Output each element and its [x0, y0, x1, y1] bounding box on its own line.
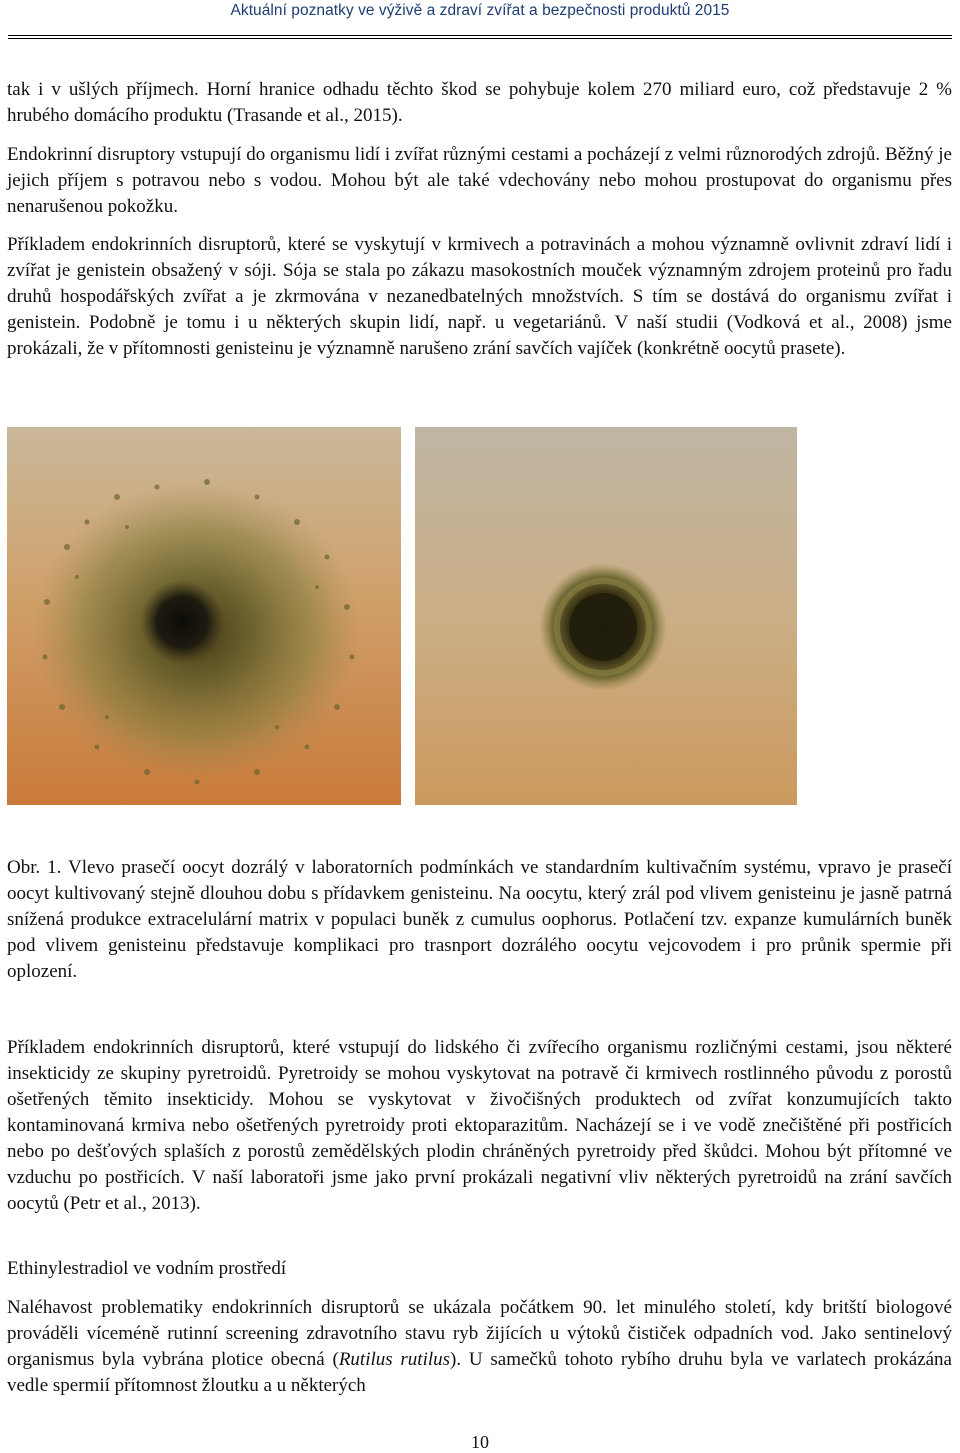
oocyte-control-photo: [7, 427, 401, 805]
paragraph-5: [7, 1295, 952, 1399]
figure-caption: Obr. 1. Vlevo prasečí oocyt dozrálý v laboratorních podmínkách ve standardním kultivačním systému, vpravo je prasečí oocyt kultivovaný stejně dlouhou dobu s přídavkem genisteinu. Na oocytu, který zrál pod vlivem genisteinu je jasně patrná snížená produkce extracelulární matrix v populaci buněk z cumulus oophorus. Potlačení tzv. expanze kumulárních buněk pod vlivem genisteinu představuje komplikaci pro trasnport dozrálého oocytu vejcovodem i pro průnik spermie při oplození.: [7, 857, 952, 982]
paragraph-4: Příkladem endokrinních disruptorů, které vstupují do lidského či zvířecího organismu rozličnými cestami, jsou některé insekticidy ze skupiny pyretroidů. Pyretroidy se mohou vyskytovat na potravě či krmivech rostlinného původu z porostů ošetřených těmito insekticidy. Mohou se vyskytovat v živočišných produktech od zvířat konzumujících takto kontaminovaná krmiva nebo ošetřených pyretroidy proti ektoparazitům. Nacházejí se i ve vodě znečištěné při postřicích nebo po dešťových splaších z porostů zemědělských plodin chráněných pyretroidy před škůdci. Mohou být přítomné ve vzduchu po postřicích. V naší laboratoři jsme jako první prokázali negativní vliv některých pyretroidů na zrání savčích oocytů (Petr et al., 2013).: [7, 1037, 952, 1214]
paragraph-5-text-a: Naléhavost problematiky endokrinních disruptorů se ukázala počátkem 90. let minulého století, kdy britští biologové prováděli víceméně rutinní screening zdravotního stavu ryb žijících u výtoků čističek odpadních vod. Jako sentinelový organismus byla vybrána plotice obecná (: [7, 1297, 952, 1370]
paragraph-2: Endokrinní disruptory vstupují do organismu lidí i zvířat různými cestami a pocházejí z velmi různorodých zdrojů. Běžný je jejich příjem s potravou nebo s vodou. Mohou být ale také vdechovány nebo mohou prostupovat do organismu přes nenarušenou pokožku.: [7, 144, 952, 217]
oocyte-genistein-photo: [415, 427, 797, 805]
species-name: Rutilus rutilus: [338, 1349, 451, 1370]
header-rule: [8, 35, 952, 39]
paragraph-1: tak i v ušlých příjmech. Horní hranice odhadu těchto škod se pohybuje kolem 270 miliard euro, což představuje 2 % hrubého domácího produktu (Trasande et al., 2015).: [7, 79, 952, 126]
paragraph-5-text-b: ). U samečků tohoto rybího druhu byla ve varlatech prokázána vedle spermií přítomnost žloutku a u některých: [7, 1349, 952, 1396]
running-header: Aktuální poznatky ve výživě a zdraví zvířat a bezpečnosti produktů 2015: [230, 2, 730, 19]
paragraph-3: Příkladem endokrinních disruptorů, které se vyskytují v krmivech a potravinách a mohou významně ovlivnit zdraví lidí i zvířat je genistein obsažený v sóji. Sója se stala po zákazu masokostních mouček významným zdrojem proteinů pro řadu druhů hospodářských zvířat a je zkrmována v nezanedbatelných množstvích. S tím se dostává do organismu zvířat i genistein. Podobně je tomu i u některých skupin lidí, např. u vegetariánů. V naší studii (Vodková et al., 2008) jsme prokázali, že v přítomnosti genisteinu je významně narušeno zrání savčích vajíček (konkrétně oocytů prasete).: [7, 234, 952, 359]
section-heading: Ethinylestradiol ve vodním prostředí: [7, 1258, 287, 1279]
page-number: 10: [471, 1432, 489, 1452]
